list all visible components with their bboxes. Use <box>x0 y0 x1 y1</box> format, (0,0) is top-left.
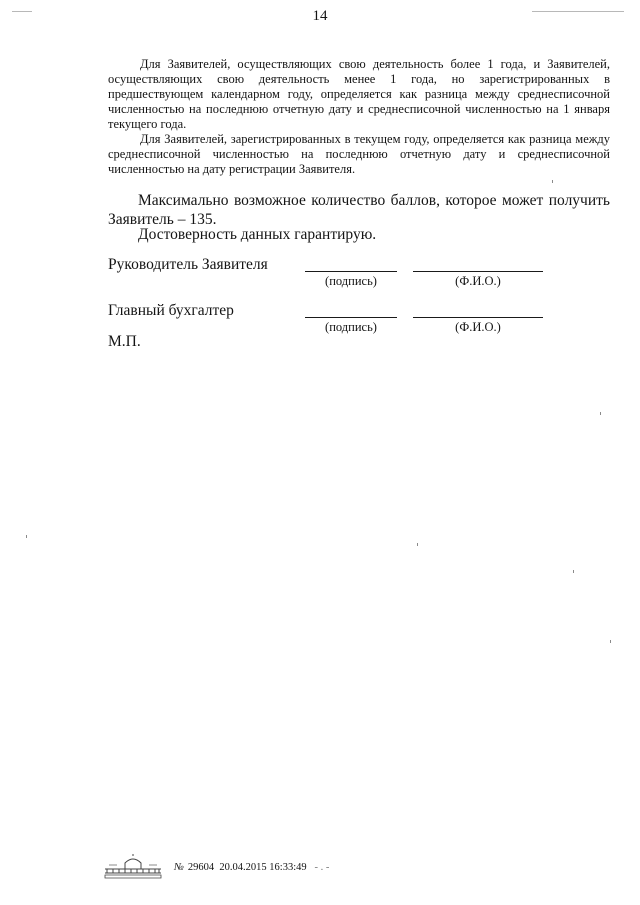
accountant-signature-line <box>305 317 397 318</box>
footer-trailing-marks: - . - <box>314 862 330 873</box>
head-signature-line <box>305 271 397 272</box>
scan-speck <box>573 570 574 573</box>
accountant-name-line <box>413 317 543 318</box>
accountant-name-caption: (Ф.И.О.) <box>455 320 501 334</box>
scan-speck <box>26 535 27 538</box>
paragraph-current-year: Для Заявителей, зарегистрированных в текущем году, определяется как разница между среднесписочной численностью на последнюю отчетную дату и среднесписочной численностью на дату регистрации Заявителя. <box>108 132 610 176</box>
guarantee-statement: Достоверность данных гарантирую. <box>138 226 377 243</box>
paragraph-over-one-year: Для Заявителей, осуществляющих свою деятельность более 1 года, и Заявителей, осуществляющих свою деятельность менее 1 года, но зарегистрированных в предшествующем календарном году, определяется как разница между среднесписочной численностью на последнюю отчетную дату и среднесписочной численностью на 1 января текущего года. <box>108 57 610 131</box>
footer-datetime: 20.04.2015 16:33:49 <box>219 862 307 873</box>
scan-speck <box>552 180 553 183</box>
scan-speck <box>610 640 611 643</box>
page-number: 14 <box>312 8 328 24</box>
stamp-place: М.П. <box>108 333 141 350</box>
scan-speck <box>600 412 601 415</box>
footer-document-stamp <box>174 862 329 873</box>
head-title: Руководитель Заявителя <box>108 256 268 273</box>
footer-number-symbol: № <box>174 862 184 873</box>
scan-speck <box>417 543 418 546</box>
paragraph-max-score: Максимально возможное количество баллов, которое может получить Заявитель – 135. <box>108 192 610 228</box>
accountant-signature-caption: (подпись) <box>325 320 377 334</box>
accountant-title: Главный бухгалтер <box>108 302 234 319</box>
footer-document-id: 29604 <box>187 862 215 873</box>
building-logo-icon <box>103 853 163 879</box>
head-signature-caption: (подпись) <box>325 274 377 288</box>
head-name-line <box>413 271 543 272</box>
head-name-caption: (Ф.И.О.) <box>455 274 501 288</box>
